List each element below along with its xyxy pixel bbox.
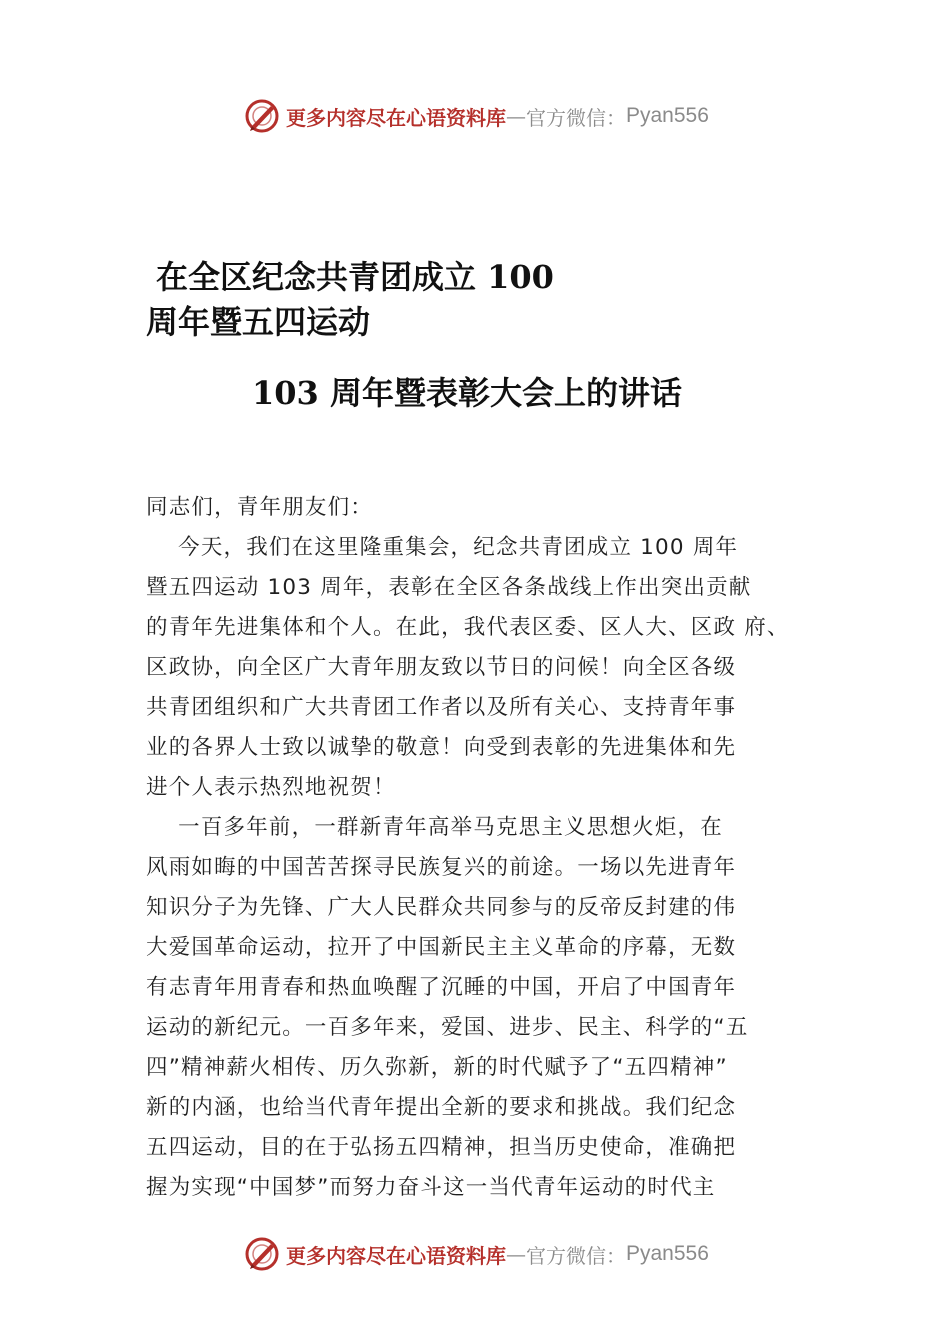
body-line: 业的各界人士致以诚挚的敬意！向受到表彰的先进集体和先: [146, 735, 737, 760]
body-line: 暨五四运动 103 周年，表彰在全区各条战线上作出突出贡献: [146, 575, 752, 600]
footer-watermark: [244, 1234, 709, 1274]
pen-seal-logo-icon: [244, 98, 280, 134]
watermark-dash: —: [506, 104, 526, 128]
body-line: 新的内涵，也给当代青年提出全新的要求和挑战。我们纪念: [146, 1095, 737, 1120]
body-line: 共青团组织和广大共青团工作者以及所有关心、支持青年事: [146, 695, 737, 720]
watermark-dash: —: [506, 1242, 526, 1266]
watermark-wechat-label: 官方微信：: [526, 1243, 626, 1268]
body-line: 大爱国革命运动，拉开了中国新民主主义革命的序幕，无数: [146, 935, 737, 960]
title-line-3: 103 周年暨表彰大会上的讲话: [252, 374, 682, 412]
speech-body: [146, 488, 818, 1208]
body-line: 运动的新纪元。一百多年来，爱国、进步、民主、科学的“五: [146, 1015, 749, 1040]
body-line: 握为实现“中国梦”而努力奋斗这一当代青年运动的时代主: [146, 1175, 716, 1200]
body-line: 五四运动，目的在于弘扬五四精神，担当历史使命，准确把: [146, 1135, 737, 1160]
body-line: 有志青年用青春和热血唤醒了沉睡的中国，开启了中国青年: [146, 975, 737, 1000]
watermark-library-text: 更多内容尽在心语资料库: [286, 1243, 506, 1268]
title-line-1: 在全区纪念共青团成立 100: [156, 258, 554, 296]
body-line: 区政协，向全区广大青年朋友致以节日的问候！向全区各级: [146, 655, 737, 680]
body-line: 的青年先进集体和个人。在此，我代表区委、区人大、区政 府、: [146, 615, 790, 640]
watermark-wechat-label: 官方微信：: [526, 105, 626, 130]
watermark-wechat-id: Pyan556: [626, 1242, 709, 1265]
body-line: 知识分子为先锋、广大人民群众共同参与的反帝反封建的伟: [146, 895, 737, 920]
pen-seal-logo-icon: [244, 1236, 280, 1272]
body-line: 风雨如晦的中国苦苦探寻民族复兴的前途。一场以先进青年: [146, 855, 737, 880]
body-line: 四”精神薪火相传、历久弥新，新的时代赋予了“五四精神”: [146, 1055, 728, 1080]
body-line: 今天，我们在这里隆重集会，纪念共青团成立 100 周年: [146, 535, 739, 560]
header-watermark: [244, 96, 709, 136]
body-line: 一百多年前，一群新青年高举马克思主义思想火炬，在: [146, 815, 723, 840]
body-line: 同志们，青年朋友们：: [146, 495, 374, 520]
body-line: 进个人表示热烈地祝贺！: [146, 775, 396, 800]
watermark-library-text: 更多内容尽在心语资料库: [286, 105, 506, 130]
watermark-wechat-id: Pyan556: [626, 104, 709, 127]
title-line-2: 周年暨五四运动: [146, 303, 371, 341]
